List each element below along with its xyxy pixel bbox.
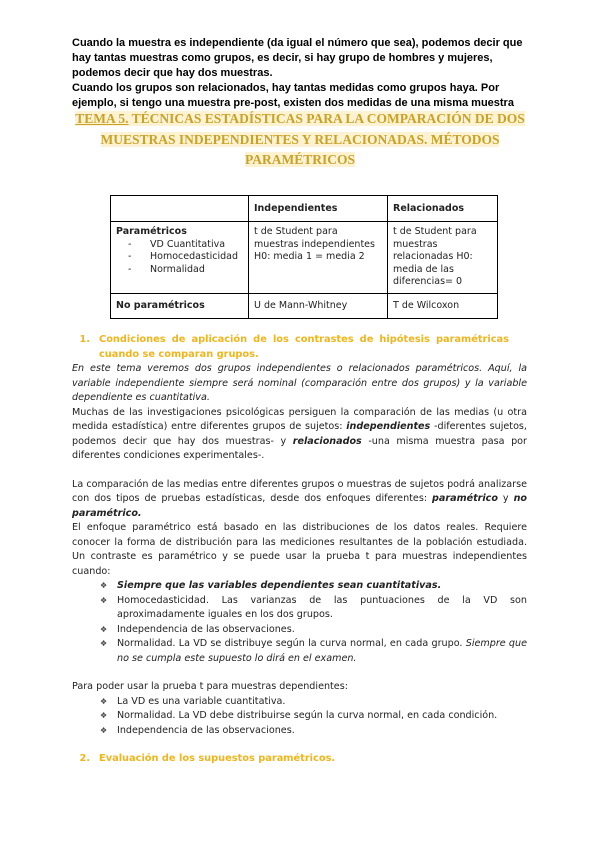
table-cell: [111, 222, 249, 294]
title-text: TÉCNICAS ESTADÍSTICAS PARA LA COMPARACIÓN DE DOS MUESTRAS INDEPENDIENTES Y RELACIONADAS. MÉTODOS PARAMÉTRICOS: [100, 111, 525, 167]
table-header-cell: [111, 196, 249, 222]
section-1: [72, 333, 527, 767]
table-row: [111, 222, 498, 294]
list-item: - Normalidad: [128, 264, 243, 277]
paragraph: Para poder usar la prueba t para muestras dependientes:: [72, 681, 348, 692]
intro-paragraph-2: Cuando los grupos son relacionados, hay tantas medidas como grupos haya. Por ejemplo, si tengo una muestra pre-post, existen dos medidas de una misma muestra: [72, 82, 514, 109]
tests-table: [110, 195, 498, 319]
emphasis: no paramétrico.: [72, 493, 528, 519]
table-header-cell: Relacionados: [388, 196, 498, 222]
section-title: Condiciones de aplicación de los contrastes de hipótesis paramétricas cuando se comparan grupos.: [99, 334, 509, 360]
list-item: ❖ Homocedasticidad. Las varianzas de las puntuaciones de la VD son aproximadamente iguales en los dos grupos.: [100, 594, 527, 623]
section-heading: [72, 752, 527, 767]
text: -una misma muestra pasa por diferentes condiciones experimentales-.: [72, 435, 527, 461]
emphasis: Siempre que no se cumpla este supuesto lo dirá en el examen.: [117, 638, 527, 664]
bullet-list: [72, 695, 527, 739]
paragraph: [72, 478, 527, 522]
page-title: [70, 109, 530, 171]
title-prefix: TEMA 5.: [75, 111, 129, 126]
emphasis: paramétrico: [432, 493, 498, 504]
section-number: 2.: [79, 753, 90, 764]
row-label: No paramétricos: [111, 293, 249, 319]
list-item: ❖ La VD es una variable cuantitativa.: [100, 695, 527, 710]
paragraph: [72, 406, 527, 464]
list-item: ❖ Independencia de las observaciones.: [100, 724, 527, 739]
section-number: 1.: [79, 334, 90, 345]
list-item: ❖ Normalidad. La VD debe distribuirse según la curva normal, en cada condición.: [100, 709, 527, 724]
paragraph: En este tema veremos dos grupos independientes o relacionados paramétricos. Aquí, la variable independiente siempre será nominal (comparación entre dos grupos) y la variable dependiente es cuantitativa.: [72, 363, 527, 403]
list-item: [100, 637, 527, 666]
row-label: Paramétricos: [116, 226, 187, 237]
list-item: - VD Cuantitativa: [128, 239, 243, 252]
table-row: [111, 293, 498, 319]
intro-paragraph-1: Cuando la muestra es independiente (da igual el número que sea), podemos decir que hay tantas muestras como grupos, es decir, si hay grupo de hombres y mujeres, podemos decir que hay dos muestras.: [72, 37, 523, 79]
table-header-cell: Independientes: [249, 196, 388, 222]
list-item: ❖ Siempre que las variables dependientes sean cuantitativas.: [100, 579, 527, 594]
text: y: [497, 493, 514, 504]
text: Muchas de las investigaciones psicológicas persiguen la comparación de las medias (u otra medida estadística) entre diferentes grupos de sujetos:: [72, 406, 527, 432]
list-item: ❖ Independencia de las observaciones.: [100, 623, 527, 638]
section-heading: [72, 333, 527, 362]
table-cell: U de Mann-Whitney: [249, 293, 388, 319]
table-cell: t de Student para muestras independientes H0: media 1 = media 2: [249, 222, 388, 294]
list-item: - Homocedasticidad: [128, 251, 243, 264]
bullet-list: [72, 579, 527, 666]
text: La comparación de las medias entre diferentes grupos o muestras de sujetos podrá analizarse con dos tipos de pruebas estadísticas, desde dos enfoques diferentes:: [72, 478, 527, 504]
emphasis: independientes: [346, 421, 431, 432]
paragraph: El enfoque paramétrico está basado en las distribuciones de los datos reales. Requiere conocer la forma de distribución para las mediciones resultantes de la población estudiada. Un contraste es paramétrico y se puede usar la prueba t para muestras independientes cuando:: [72, 522, 527, 577]
table-header-row: [111, 196, 498, 222]
table-cell: T de Wilcoxon: [388, 293, 498, 319]
section-title: Evaluación de los supuestos paramétricos.: [99, 753, 336, 764]
text: -diferentes sujetos, podemos decir que hay dos muestras- y: [72, 421, 527, 447]
text: Normalidad. La VD se distribuye según la curva normal, en cada grupo.: [117, 638, 466, 649]
table-cell: t de Student para muestras relacionadas H0: media de las diferencias= 0: [388, 222, 498, 294]
emphasis: relacionados: [292, 435, 362, 447]
intro-notes: [72, 36, 532, 111]
